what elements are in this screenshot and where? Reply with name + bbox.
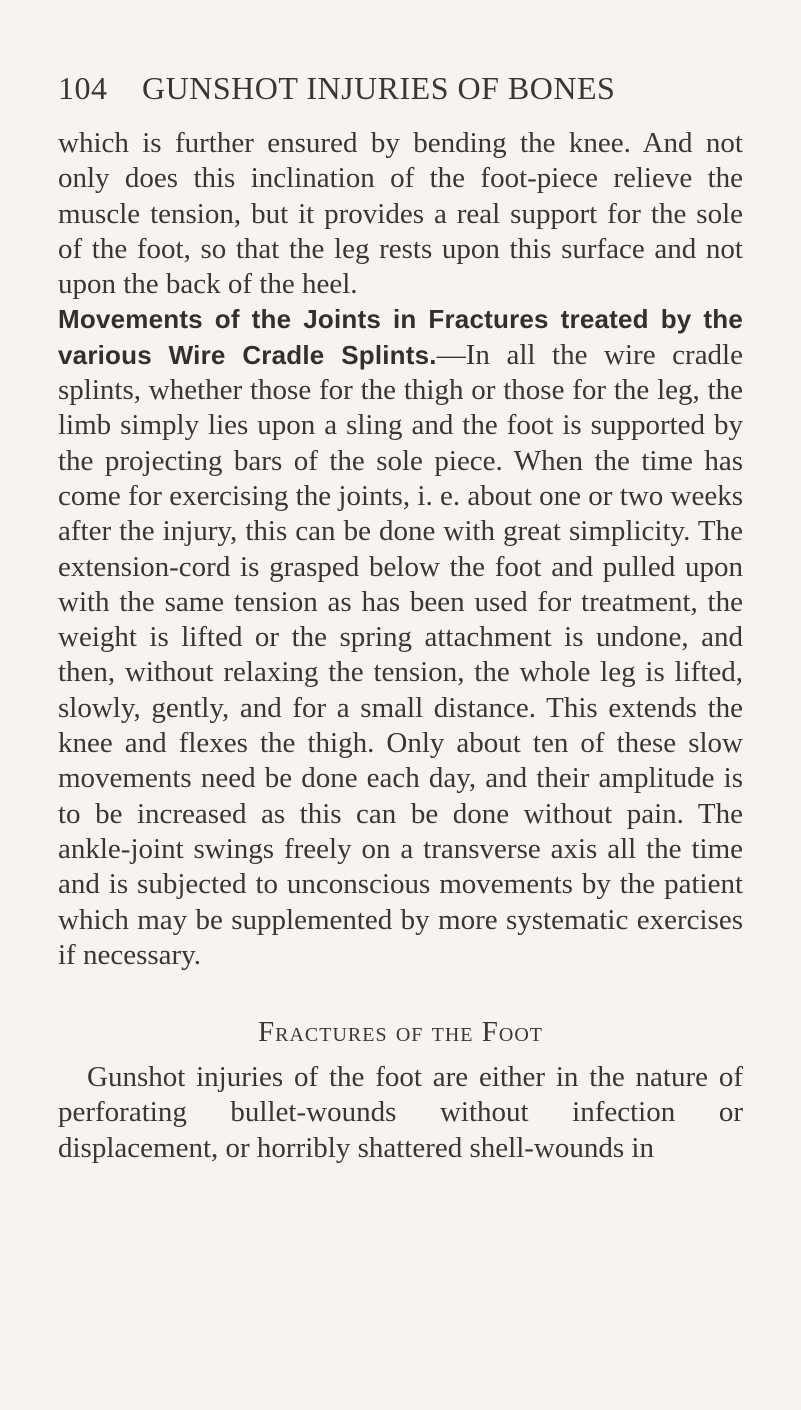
- body-text: [58, 126, 743, 973]
- paragraph-joint-movements: [58, 302, 743, 973]
- running-title: GUNSHOT INJURIES OF BONES: [142, 70, 616, 106]
- paragraph-foot-fractures: Gunshot injuries of the foot are either in the nature of perforating bullet-wounds without infection or displacement, or horribly shattered shell-wounds in: [58, 1061, 743, 1164]
- paragraph-continuation: which is further ensured by bending the knee. And not only does this inclination of the foot-piece relieve the muscle tension, but it provides a real support for the sole of the foot, so that the leg rests upon this surface and not upon the back of the heel.: [58, 127, 743, 301]
- section-heading: Fractures of the Foot: [257, 1016, 544, 1048]
- side-heading: Movements of the Joints in Fractures treated by the various Wire Cradle Splints.: [58, 304, 743, 370]
- running-head: [58, 70, 743, 114]
- paragraph-joint-movements-text: —In all the wire cradle splints, whether those for the thigh or those for the leg, the limb simply lies upon a sling and the foot is supported by the projecting bars of the sole piece. When the time has come for exercising the joints, i. e. about one or two weeks after the injury, this can be done with great simplicity. The extension-cord is grasped below the foot and pulled upon with the same tension as has been used for treatment, the weight is lifted or the spring attachment is undone, and then, without relaxing the tension, the whole leg is lifted, slowly, gently, and for a small distance. This extends the knee and flexes the thigh. Only about ten of these slow movements need be done each day, and their amplitude is to be increased as this can be done without pain. The ankle-joint swings freely on a transverse axis all the time and is subjected to unconscious movements by the patient which may be supplemented by more systematic exercises if necessary.: [58, 338, 743, 971]
- body-text-foot-section: [58, 1060, 743, 1166]
- page-number: 104: [58, 70, 108, 106]
